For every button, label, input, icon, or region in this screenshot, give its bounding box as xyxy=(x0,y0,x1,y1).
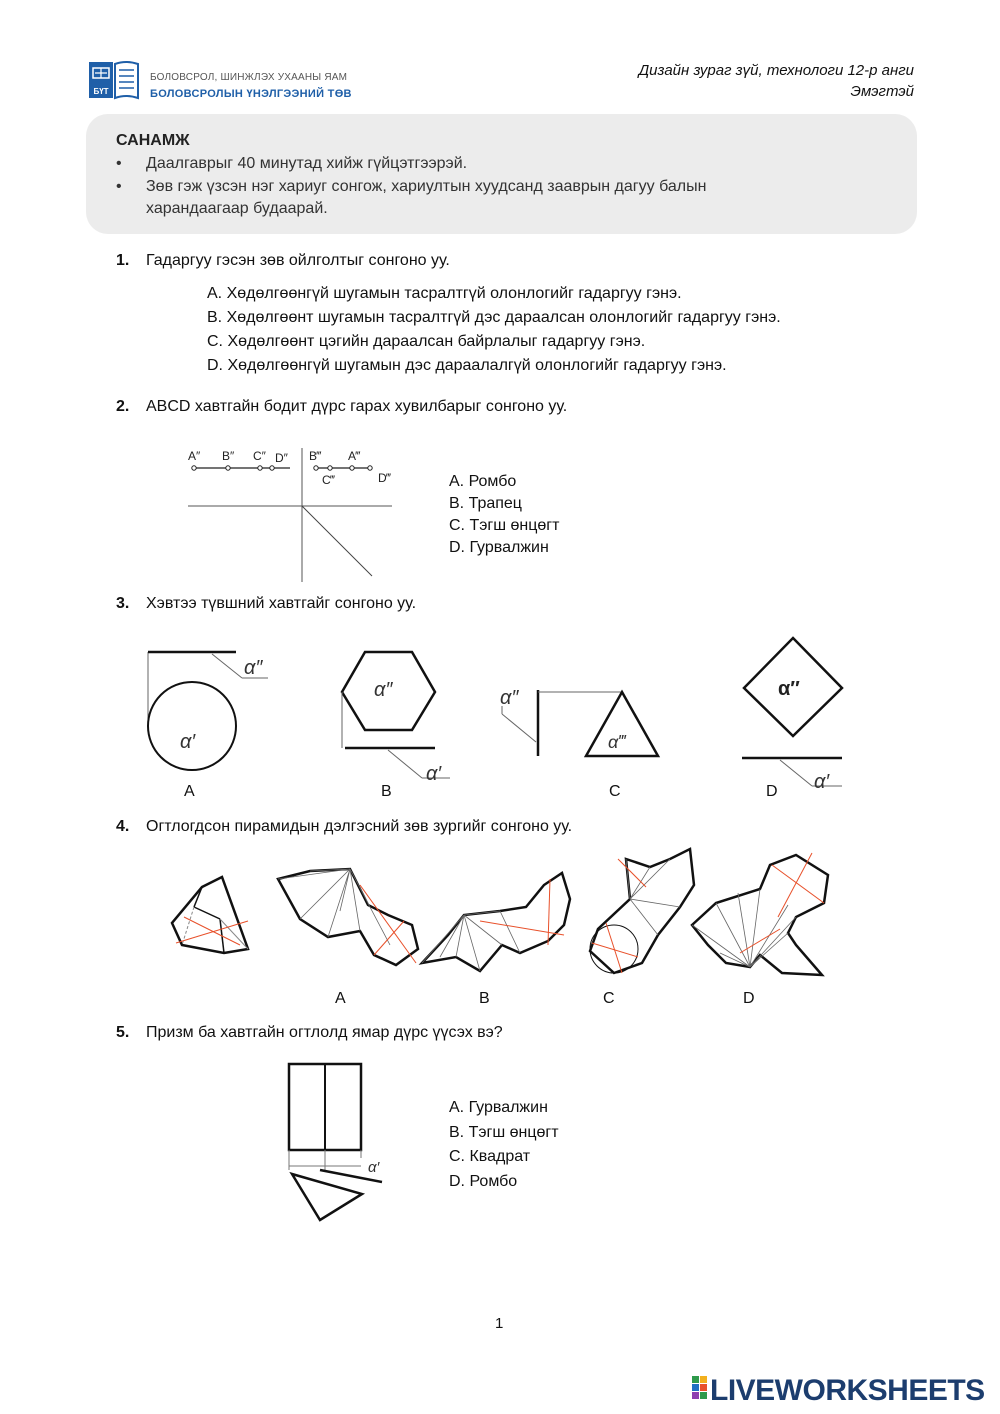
instruction-1: Даалгаврыг 40 минутад хийж гүйцэтгээрэй. xyxy=(146,155,468,172)
q3-text: Хэвтээ түвшний хавтгайг сонгоно уу. xyxy=(146,595,417,612)
q4-option-d-net[interactable] xyxy=(692,853,828,975)
alpha-d-line: α′ xyxy=(814,771,830,793)
q5-alpha: α′ xyxy=(368,1159,380,1176)
q2-drawing xyxy=(180,440,410,590)
logo-line-1: БОЛОВСРОЛ, ШИНЖЛЭХ УХААНЫ ЯАМ xyxy=(150,72,348,83)
label-b2: B″ xyxy=(222,449,235,463)
instruction-2-cont: харандаагаар будаарай. xyxy=(146,200,328,217)
q3-label-b: B xyxy=(381,783,392,800)
subject-title: Дизайн зураг зүй, технологи 12-р анги xyxy=(638,62,914,79)
logo-line-2: БОЛОВСРОЛЫН ҮНЭЛГЭЭНИЙ ТӨВ xyxy=(150,88,352,100)
q1-option-a[interactable]: A. Хөдөлгөөнгүй шугамын тасралтгүй олонлогийг гадаргуу гэнэ. xyxy=(207,285,682,302)
logo-abbr: БҮТ xyxy=(93,87,109,96)
alpha-a-circle: α′ xyxy=(180,731,196,753)
label-b3: B‴ xyxy=(309,449,322,463)
page-number: 1 xyxy=(495,1315,504,1332)
q4-number: 4. xyxy=(116,818,130,835)
q5-option-a[interactable]: A. Гурвалжин xyxy=(449,1099,548,1116)
alpha-b-line: α′ xyxy=(426,763,442,785)
q5-number: 5. xyxy=(116,1024,130,1041)
ministry-logo xyxy=(88,58,358,104)
book-emblem-icon xyxy=(88,58,144,102)
q4-option-a-net[interactable] xyxy=(278,869,418,965)
variant-label: Эмэгтэй xyxy=(850,83,914,100)
q2-option-c[interactable]: C. Тэгш өнцөгт xyxy=(449,517,560,534)
q3-figure-d[interactable] xyxy=(742,638,842,793)
label-a3: A‴ xyxy=(348,449,361,463)
instruction-bullet-2: • xyxy=(116,178,122,195)
q4-label-c: C xyxy=(603,990,615,1007)
q3-drawings xyxy=(130,630,870,800)
label-c2: C″ xyxy=(253,449,266,463)
q3-label-d: D xyxy=(766,783,778,800)
q4-option-b-net[interactable] xyxy=(422,873,570,971)
q5-options xyxy=(449,1096,559,1194)
q4-label-a: A xyxy=(335,990,346,1007)
alpha-c-left: α″ xyxy=(500,687,519,709)
q2-option-d[interactable]: D. Гурвалжин xyxy=(449,539,549,556)
q1-text: Гадаргуу гэсэн зөв ойлголтыг сонгоно уу. xyxy=(146,252,450,269)
label-c3: C‴ xyxy=(322,473,335,487)
q3-label-a: A xyxy=(184,783,195,800)
q1-option-b[interactable]: B. Хөдөлгөөнт шугамын тасралтгүй дэс дараалсан олонлогийг гадаргуу гэнэ. xyxy=(207,309,781,326)
instruction-2: Зөв гэж үзсэн нэг хариуг сонгож, хариултын хуудсанд зааврын дагуу балын xyxy=(146,178,707,195)
q1-options xyxy=(207,282,781,378)
q4-label-d: D xyxy=(743,990,755,1007)
q5-option-b[interactable]: B. Тэгш өнцөгт xyxy=(449,1123,559,1141)
q5-drawing xyxy=(280,1058,400,1228)
q4-pyramid xyxy=(172,877,248,953)
q3-figure-b[interactable] xyxy=(342,652,450,785)
q2-number: 2. xyxy=(116,398,130,415)
brand-text: LIVEWORKSHEETS xyxy=(710,1374,985,1407)
q3-figure-a[interactable] xyxy=(148,652,268,770)
header-info xyxy=(639,60,914,102)
q3-number: 3. xyxy=(116,595,130,612)
q1-number: 1. xyxy=(116,252,130,269)
q3-label-c: C xyxy=(609,783,621,800)
q3-figure-c[interactable] xyxy=(500,687,658,756)
q5-option-d[interactable]: D. Ромбо xyxy=(449,1172,518,1190)
alpha-c-tri: α‴ xyxy=(608,732,625,752)
q4-text: Огтлогдсон пирамидын дэлгэсний зөв зургийг сонгоно уу. xyxy=(146,818,573,835)
q1-option-d[interactable]: D. Хөдөлгөөнгүй шугамын дэс дараалалгүй олонлогийг гадаргуу гэнэ. xyxy=(207,357,727,374)
q2-option-b[interactable]: B. Трапец xyxy=(449,495,522,512)
q4-option-c-net[interactable] xyxy=(590,849,694,973)
q2-text: ABCD хавтгайн бодит дүрс гарах хувилбарыг сонгоно уу. xyxy=(146,398,568,415)
label-d2: D″ xyxy=(275,451,288,465)
q2-option-a[interactable]: A. Ромбо xyxy=(449,473,517,490)
label-a2: A″ xyxy=(188,449,201,463)
q5-text: Призм ба хавтгайн огтлолд ямар дүрс үүсэх вэ? xyxy=(146,1024,503,1041)
q2-options xyxy=(449,471,559,559)
q5-option-c[interactable]: C. Квадрат xyxy=(449,1148,531,1165)
instruction-bullet-1: • xyxy=(116,155,122,172)
alpha-b-hex: α″ xyxy=(374,679,393,701)
instructions-title: САНАМЖ xyxy=(116,132,190,149)
alpha-d-diamond: α″ xyxy=(778,678,800,700)
label-d3: D‴ xyxy=(378,471,391,485)
alpha-a-top: α″ xyxy=(244,657,263,679)
q1-option-c[interactable]: C. Хөдөлгөөнт цэгийн дараалсан байрлалыг гадаргуу гэнэ. xyxy=(207,333,646,350)
q4-label-b: B xyxy=(479,990,490,1007)
q4-drawings xyxy=(160,845,860,985)
